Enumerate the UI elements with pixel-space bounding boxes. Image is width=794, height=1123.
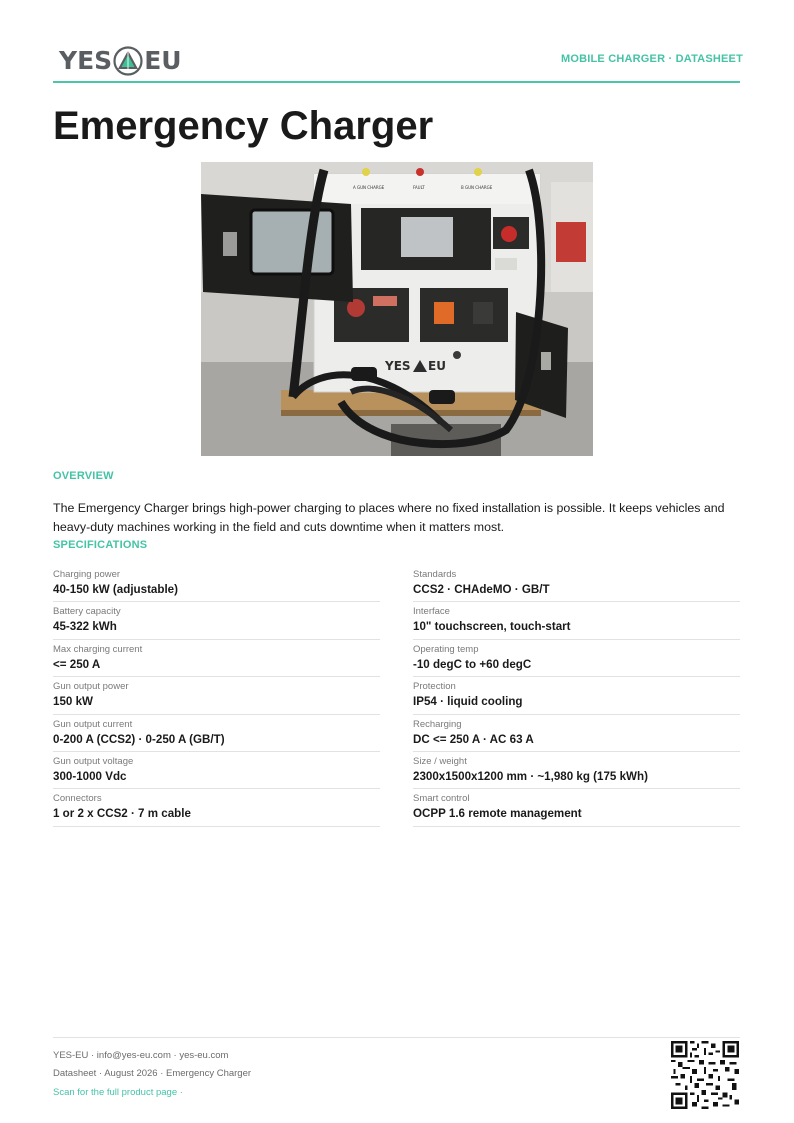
product-photo bbox=[201, 162, 593, 456]
spec-label: Smart control bbox=[413, 793, 470, 805]
photo-label-a-gun: A GUN CHARGE bbox=[353, 185, 385, 190]
spec-value: -10 degC to +60 degC bbox=[413, 657, 532, 671]
spec-item bbox=[53, 640, 380, 677]
spec-value: 0-200 A (CCS2) · 0-250 A (GB/T) bbox=[53, 732, 225, 746]
spec-value: 45-322 kWh bbox=[53, 620, 117, 634]
specs-left-column bbox=[53, 565, 380, 827]
document-type-tag: MOBILE CHARGER · DATASHEET bbox=[560, 53, 743, 65]
page-title: Emergency Charger bbox=[53, 104, 434, 148]
spec-item bbox=[53, 602, 380, 639]
qr-code-icon[interactable] bbox=[671, 1041, 739, 1109]
photo-label-fault: FAULT bbox=[413, 185, 425, 190]
charger-illustration bbox=[201, 162, 593, 456]
footer-contact[interactable]: YES-EU · info@yes-eu.com · yes-eu.com bbox=[53, 1050, 229, 1061]
spec-item bbox=[53, 715, 380, 752]
logo-text-left: YES bbox=[59, 46, 113, 75]
spec-value: 300-1000 Vdc bbox=[53, 769, 127, 783]
spec-value: 150 kW bbox=[53, 695, 93, 709]
spec-item bbox=[413, 602, 740, 639]
specifications-heading: SPECIFICATIONS bbox=[53, 539, 148, 551]
spec-label: Interface bbox=[413, 606, 450, 618]
spec-item bbox=[53, 677, 380, 714]
overview-paragraph: The Emergency Charger brings high-power charging to places where no fixed installation is possible. It keeps vehicles and heavy-duty machines working in the field and cuts downtime when it matters most. bbox=[53, 501, 725, 534]
logo-emblem-icon bbox=[113, 46, 143, 76]
overview-heading: OVERVIEW bbox=[53, 470, 114, 482]
logo-text-right: EU bbox=[144, 46, 182, 75]
spec-value: IP54 · liquid cooling bbox=[413, 695, 523, 709]
footer-document-info: Datasheet · August 2026 · Emergency Charger bbox=[53, 1068, 252, 1079]
spec-item bbox=[413, 565, 740, 602]
spec-label: Standards bbox=[413, 569, 457, 580]
spec-label: Gun output power bbox=[53, 681, 129, 693]
spec-item bbox=[413, 640, 740, 677]
spec-label: Max charging current bbox=[53, 643, 143, 655]
spec-value: DC <= 250 A · AC 63 A bbox=[413, 732, 534, 746]
spec-item bbox=[53, 789, 380, 826]
spec-label: Gun output current bbox=[53, 718, 133, 730]
spec-value: CCS2 · CHAdeMO · GB/T bbox=[413, 583, 550, 596]
spec-value: 2300x1500x1200 mm · ~1,980 kg (175 kWh) bbox=[413, 769, 648, 783]
spec-item bbox=[413, 677, 740, 714]
specs-right-column bbox=[413, 565, 740, 827]
spec-item bbox=[53, 752, 380, 789]
header-divider bbox=[53, 81, 740, 83]
spec-label: Charging power bbox=[53, 569, 121, 580]
spec-label: Gun output voltage bbox=[53, 755, 134, 767]
spec-item bbox=[413, 789, 740, 826]
spec-value: <= 250 A bbox=[53, 657, 101, 671]
spec-value: 40-150 kW (adjustable) bbox=[53, 583, 178, 596]
spec-label: Operating temp bbox=[413, 643, 479, 655]
spec-item bbox=[53, 565, 380, 602]
company-logo bbox=[59, 44, 182, 78]
spec-item bbox=[413, 715, 740, 752]
spec-label: Protection bbox=[413, 681, 456, 693]
spec-label: Size / weight bbox=[413, 755, 467, 767]
spec-value: 10" touchscreen, touch-start bbox=[413, 620, 571, 634]
spec-item bbox=[413, 752, 740, 789]
photo-brand-text: YES bbox=[385, 359, 411, 373]
footer-divider bbox=[53, 1037, 740, 1038]
photo-brand-text-right: EU bbox=[428, 359, 446, 373]
spec-label: Recharging bbox=[413, 718, 462, 730]
photo-label-b-gun: B GUN CHARGE bbox=[461, 185, 493, 190]
spec-label: Battery capacity bbox=[53, 606, 121, 618]
spec-value: OCPP 1.6 remote management bbox=[413, 807, 582, 821]
spec-label: Connectors bbox=[53, 793, 102, 805]
footer-scan-link[interactable]: Scan for the full product page · bbox=[53, 1087, 183, 1098]
spec-value: 1 or 2 x CCS2 · 7 m cable bbox=[53, 807, 191, 821]
